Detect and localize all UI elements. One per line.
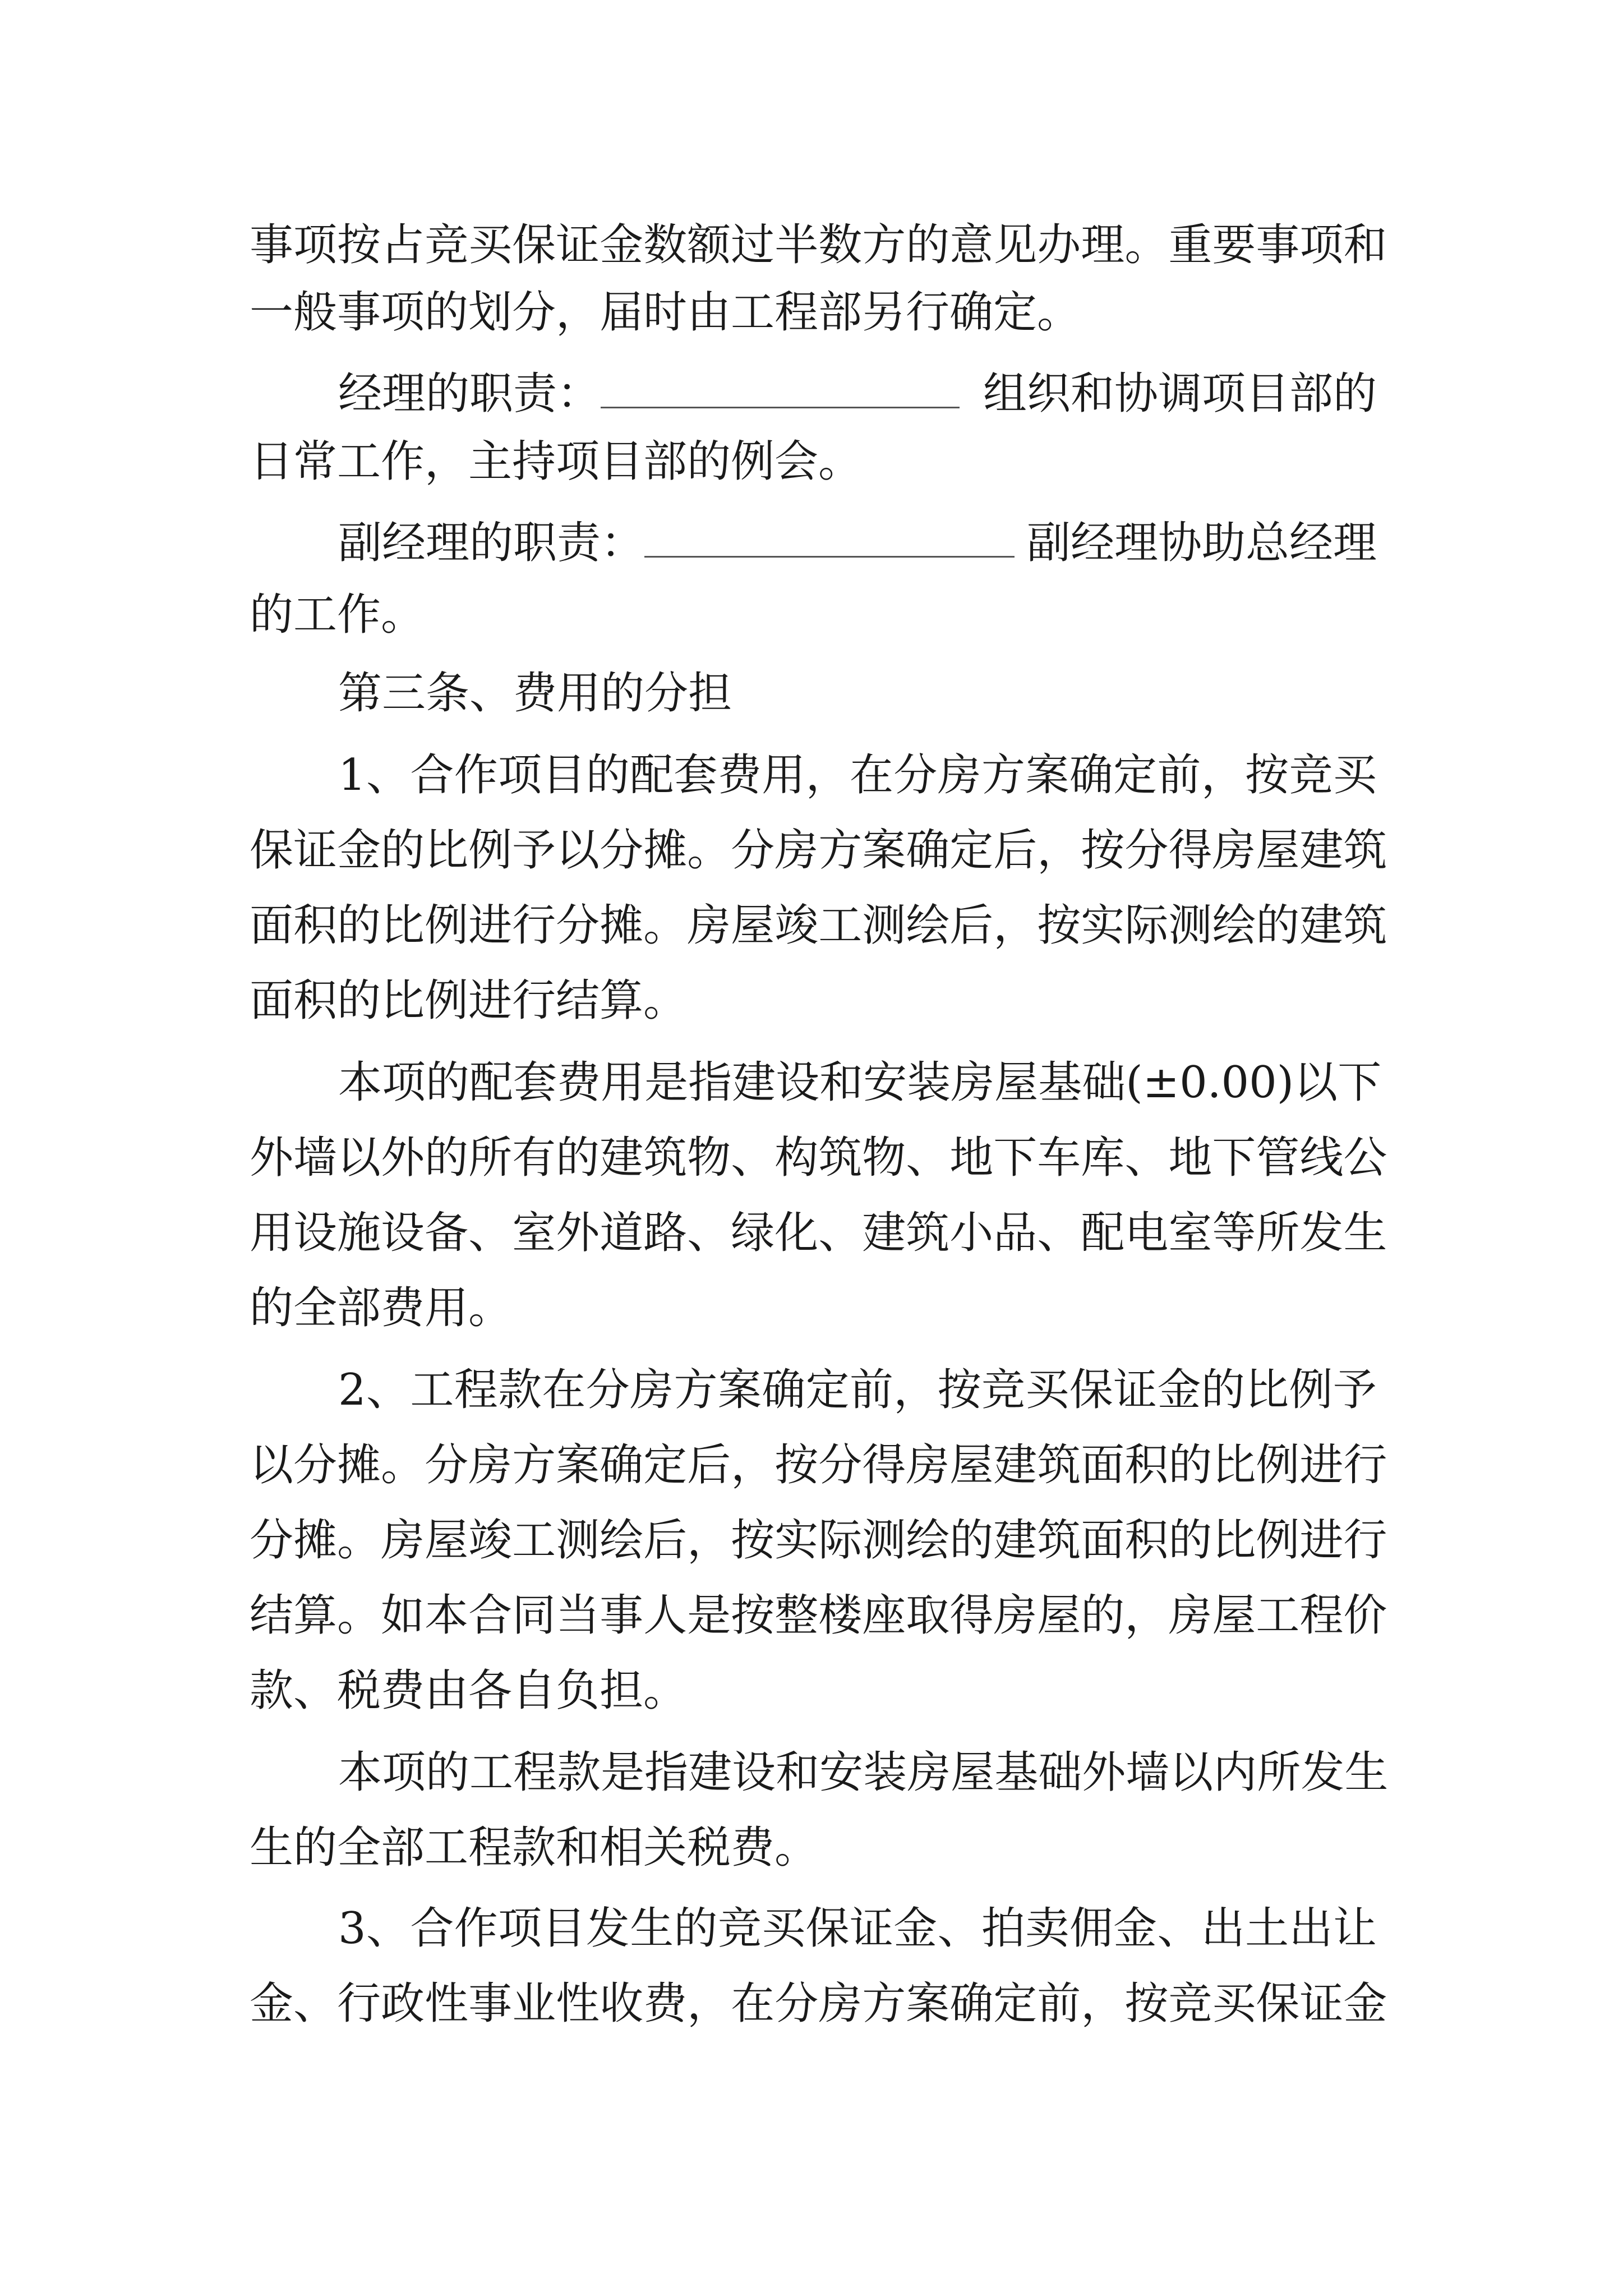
paragraph-line-4: 的工作。 <box>250 590 425 640</box>
deputy-duty-text: 副经理协助总经理 <box>1026 518 1377 568</box>
manager-duty-line <box>338 360 1377 427</box>
paragraph-line-20: 生的全部工程款和相关税费。 <box>250 1823 819 1873</box>
deputy-duty-label: 副经理的职责： <box>338 518 645 568</box>
paragraph-line-2: 一般事项的划分，届时由工程部另行确定。 <box>250 287 1081 338</box>
paragraph-line-22: 金 、 行 政 性 事 业 性 收 费 ， 在 分 房 方 案 确 定 前 ， 按 竞 买 保 证 金 <box>250 1978 1387 2029</box>
paragraph-line-8: 面 积 的 比 例 进 行 分 摊 。 房 屋 竣 工 测 绘 后 ， 按 实 际 测 绘 的 建 筑 <box>250 900 1387 951</box>
paragraph-line-6: 1 、 合 作 项 目 的 配 套 费 用 ， 在 分 房 方 案 确 定 前 ， 按 竞 买 <box>338 750 1377 800</box>
paragraph-line-11: 外 墙 以 外 的 所 有 的 建 筑 物 、 构 筑 物 、 地 下 车 库 、 地 下 管 线 公 <box>250 1133 1387 1183</box>
paragraph-line-9: 面积的比例进行结算。 <box>250 976 688 1026</box>
paragraph-line-1: 事 项 按 占 竞 买 保 证 金 数 额 过 半 数 方 的 意 见 办 理 。 重 要 事 项 和 <box>250 220 1387 270</box>
paragraph-line-19: 本 项 的 工 程 款 是 指 建 设 和 安 装 房 屋 基 础 外 墙 以 内 所 发 生 <box>338 1747 1389 1798</box>
paragraph-line-12: 用 设 施 设 备 、 室 外 道 路 、 绿 化 、 建 筑 小 品 、 配 电 室 等 所 发 生 <box>250 1208 1387 1258</box>
paragraph-line-16: 分 摊 。 房 屋 竣 工 测 绘 后 ， 按 实 际 测 绘 的 建 筑 面 积 的 比 例 进 行 <box>250 1515 1387 1566</box>
paragraph-line-21: 3 、 合 作 项 目 发 生 的 竞 买 保 证 金 、 拍 卖 佣 金 、 出 土 出 让 <box>338 1903 1377 1954</box>
section-heading: 第三条、费用的分担 <box>338 668 732 719</box>
paragraph-line-3: 日常工作，主持项目部的例会。 <box>250 436 863 487</box>
paragraph-line-14: 2 、 工 程 款 在 分 房 方 案 确 定 前 ， 按 竞 买 保 证 金 的 比 例 予 <box>338 1365 1377 1415</box>
paragraph-line-7: 保 证 金 的 比 例 予 以 分 摊 。 分 房 方 案 确 定 后 ， 按 分 得 房 屋 建 筑 <box>250 825 1387 876</box>
deputy-duty-line <box>338 509 1377 577</box>
deputy-duty-blank <box>644 554 1015 558</box>
paragraph-line-18: 款、税费由各自负担。 <box>250 1665 688 1716</box>
paragraph-line-13: 的全部费用。 <box>250 1283 513 1333</box>
paragraph-line-10: 本 项 的 配 套 费 用 是 指 建 设 和 安 装 房 屋 基 础 (±0.00) 以 下 <box>338 1057 1382 1108</box>
paragraph-line-15: 以 分 摊 。 分 房 方 案 确 定 后 ， 按 分 得 房 屋 建 筑 面 积 的 比 例 进 行 <box>250 1440 1387 1490</box>
manager-duty-label: 经理的职责： <box>338 369 601 419</box>
manager-duty-text: 组织和协调项目部的 <box>983 369 1377 419</box>
paragraph-line-17: 结 算 。 如 本 合 同 当 事 人 是 按 整 楼 座 取 得 房 屋 的 ， 房 屋 工 程 价 <box>250 1590 1387 1641</box>
manager-duty-blank <box>601 404 960 408</box>
